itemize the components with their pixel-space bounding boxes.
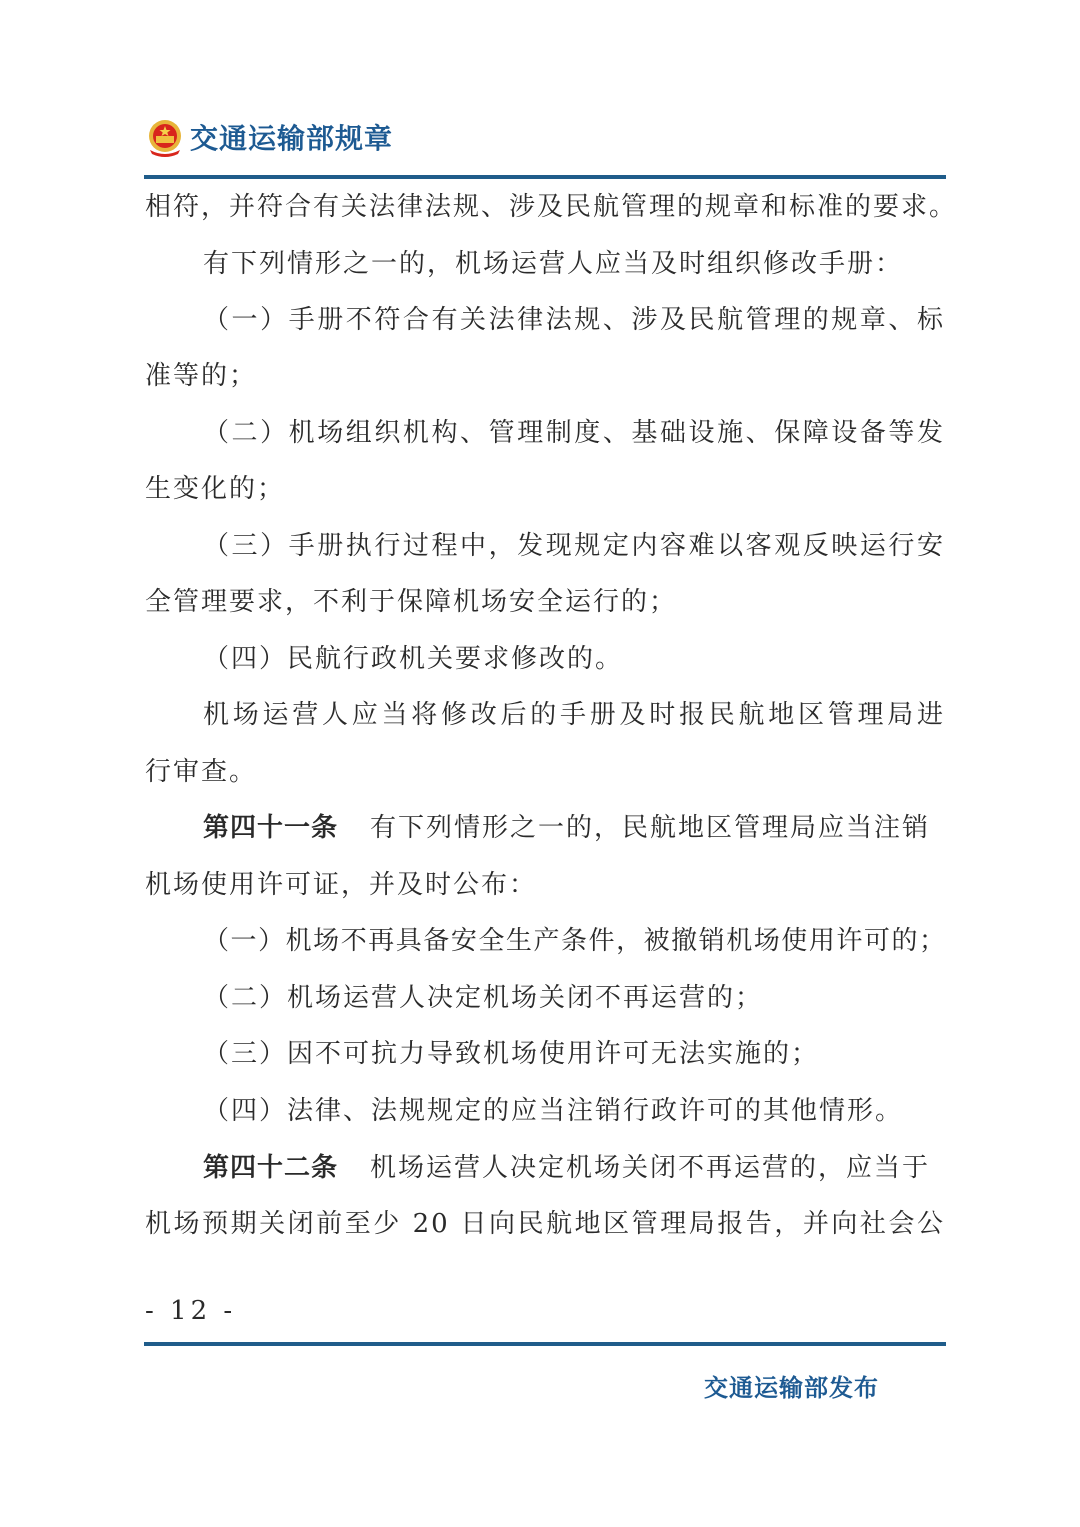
text-line: （二）机场组织机构、管理制度、基础设施、保障设备等发 [203,418,945,448]
text-line: 机场运营人决定机场关闭不再运营的，应当于 [370,1153,931,1183]
text-line: 准等的； [145,361,258,391]
text-line: 行审查。 [145,757,258,787]
text-line: （三）手册执行过程中，发现规定内容难以客观反映运行安 [203,531,945,561]
text-line: 生变化的； [145,474,286,504]
footer-divider [144,1342,946,1346]
article-41-line [203,808,945,848]
text-line: （二）机场运营人决定机场关闭不再运营的； [203,983,764,1013]
text-line: （一）机场不再具备安全生产条件，被撤销机场使用许可的； [203,926,945,956]
text-line: （一）手册不符合有关法律法规、涉及民航管理的规章、标 [203,305,945,335]
header-title: 交通运输部规章 [190,122,394,155]
article-42-line [203,1148,945,1188]
text-line: 机场运营人应当将修改后的手册及时报民航地区管理局进 [203,700,945,730]
text-line: （四）民航行政机关要求修改的。 [203,644,624,674]
header-divider [144,175,946,179]
article-42-heading: 第四十二条 [203,1153,339,1183]
text-line: 全管理要求，不利于保障机场安全运行的； [145,587,678,617]
text-line: （三）因不可抗力导致机场使用许可无法实施的； [203,1039,820,1069]
text-line: 有下列情形之一的，民航地区管理局应当注销 [370,813,931,843]
text-line: 相符，并符合有关法律法规、涉及民航管理的规章和标准的要求。 [145,192,958,222]
text-line: 有下列情形之一的，机场运营人应当及时组织修改手册： [203,249,904,279]
footer-publisher: 交通运输部发布 [704,1374,879,1402]
article-41-heading: 第四十一条 [203,813,339,843]
text-line: 机场使用许可证，并及时公布： [145,870,538,900]
page-number: - 12 - [145,1296,237,1326]
national-emblem-icon [146,118,184,158]
text-line: （四）法律、法规规定的应当注销行政许可的其他情形。 [203,1096,904,1126]
text-line: 机场预期关闭前至少 20 日向民航地区管理局报告，并向社会公 [145,1209,945,1239]
